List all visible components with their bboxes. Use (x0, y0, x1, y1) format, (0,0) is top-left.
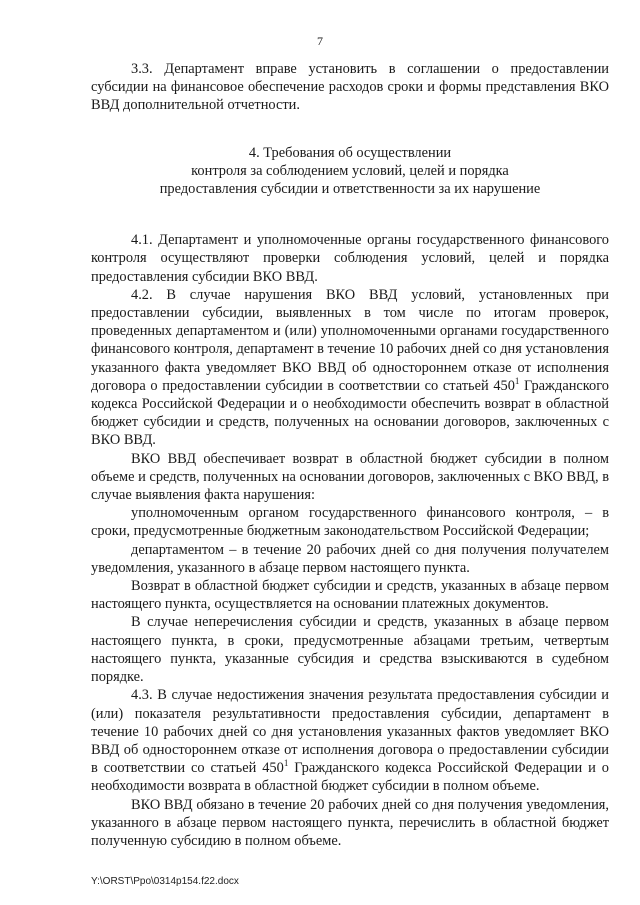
paragraph-4-3-text-start: 4.3. В случае недостижения значения результата предоставления субсидии и (или) показателя результативности предоставления субсидии, департамент в течение 10 рабочих дней со дня установления указанных фактов уведомляет ВКО ВВД об одностороннем отказе от исполнения договора о предоставлении субсидии в соответствии со статьей 450 (91, 687, 609, 777)
paragraph-4-2-text-start: 4.2. В случае нарушения ВКО ВВД условий, установленных при предоставлении субсидии, выявленных в том числе по итогам проверок, проведенных департаментом и (или) уполномоченными органами государственного финансового контроля, департамент в течение 10 рабочих дней со дня установления указанного факта уведомляет ВКО ВВД об одностороннем отказе от исполнения договора о предоставлении субсидии в соответствии со статьей 450 (91, 286, 610, 394)
paragraph-4-2-text-end: Гражданского кодекса Российской Федерации и о необходимости обеспечить возврат в областной бюджет субсидии и средств, полученных на основании договоров, заключенных с ВКО ВВД. (91, 377, 609, 449)
document-body (91, 60, 609, 850)
paragraph-obliged: ВКО ВВД обязано в течение 20 рабочих дней со дня получения уведомления, указанного в абзаце первом настоящего пункта, перечислить в областной бюджет полученную субсидию в полном объеме. (91, 796, 609, 849)
article-superscript: 1 (283, 758, 289, 769)
paragraph-4-3-text-end: Гражданского кодекса Российской Федерации и о необходимости возврата в областной бюджет субсидии в полном объеме. (91, 760, 609, 795)
paragraph-non-transfer: В случае неперечисления субсидии и средств, указанных в абзаце первом настоящего пункта, в сроки, предусмотренные абзацами третьим, четвертым настоящего пункта, указанные субсидия и средства взыскиваются в судебном порядке. (91, 614, 609, 686)
paragraph-3-3: 3.3. Департамент вправе установить в соглашении о предоставлении субсидии на финансовое обеспечение расходов сроки и формы представления ВКО ВВД дополнительной отчетности. (91, 61, 609, 114)
section-4-heading-line-3: предоставления субсидии и ответственности за их нарушение (159, 181, 541, 198)
section-4-heading-line-1: 4. Требования об осуществлении (248, 144, 452, 161)
paragraph-4-2 (91, 286, 609, 450)
paragraph-4-3 (91, 686, 609, 795)
section-4-heading (91, 144, 609, 199)
page-number: 7 (317, 34, 323, 48)
section-4-heading-line-2: контроля за соблюдением условий, целей и порядка (191, 162, 509, 179)
paragraph-payment-documents: Возврат в областной бюджет субсидии и средств, указанных в абзаце первом настоящего пункта, осуществляется на основании платежных документов. (91, 578, 609, 613)
article-superscript: 1 (514, 376, 520, 387)
paragraph-department: департаментом – в течение 20 рабочих дней со дня получения получателем уведомления, указанного в абзаце первом настоящего пункта. (91, 541, 609, 576)
paragraph-return-intro: ВКО ВВД обеспечивает возврат в областной бюджет субсидии в полном объеме и средств, полученных на основании договоров, заключенных с ВКО ВВД, в случае выявления факта нарушения: (91, 450, 609, 504)
paragraph-control-organ: уполномоченным органом государственного финансового контроля, – в сроки, предусмотренные бюджетным законодательством Российской Федерации; (91, 505, 609, 540)
paragraph-4-1: 4.1. Департамент и уполномоченные органы государственного финансового контроля осуществляют проверки соблюдения условий, целей и порядка предоставления субсидии ВКО ВВД. (91, 232, 609, 285)
footer-file-path: Y:\ORST\Ppo\0314p154.f22.docx (91, 876, 239, 887)
